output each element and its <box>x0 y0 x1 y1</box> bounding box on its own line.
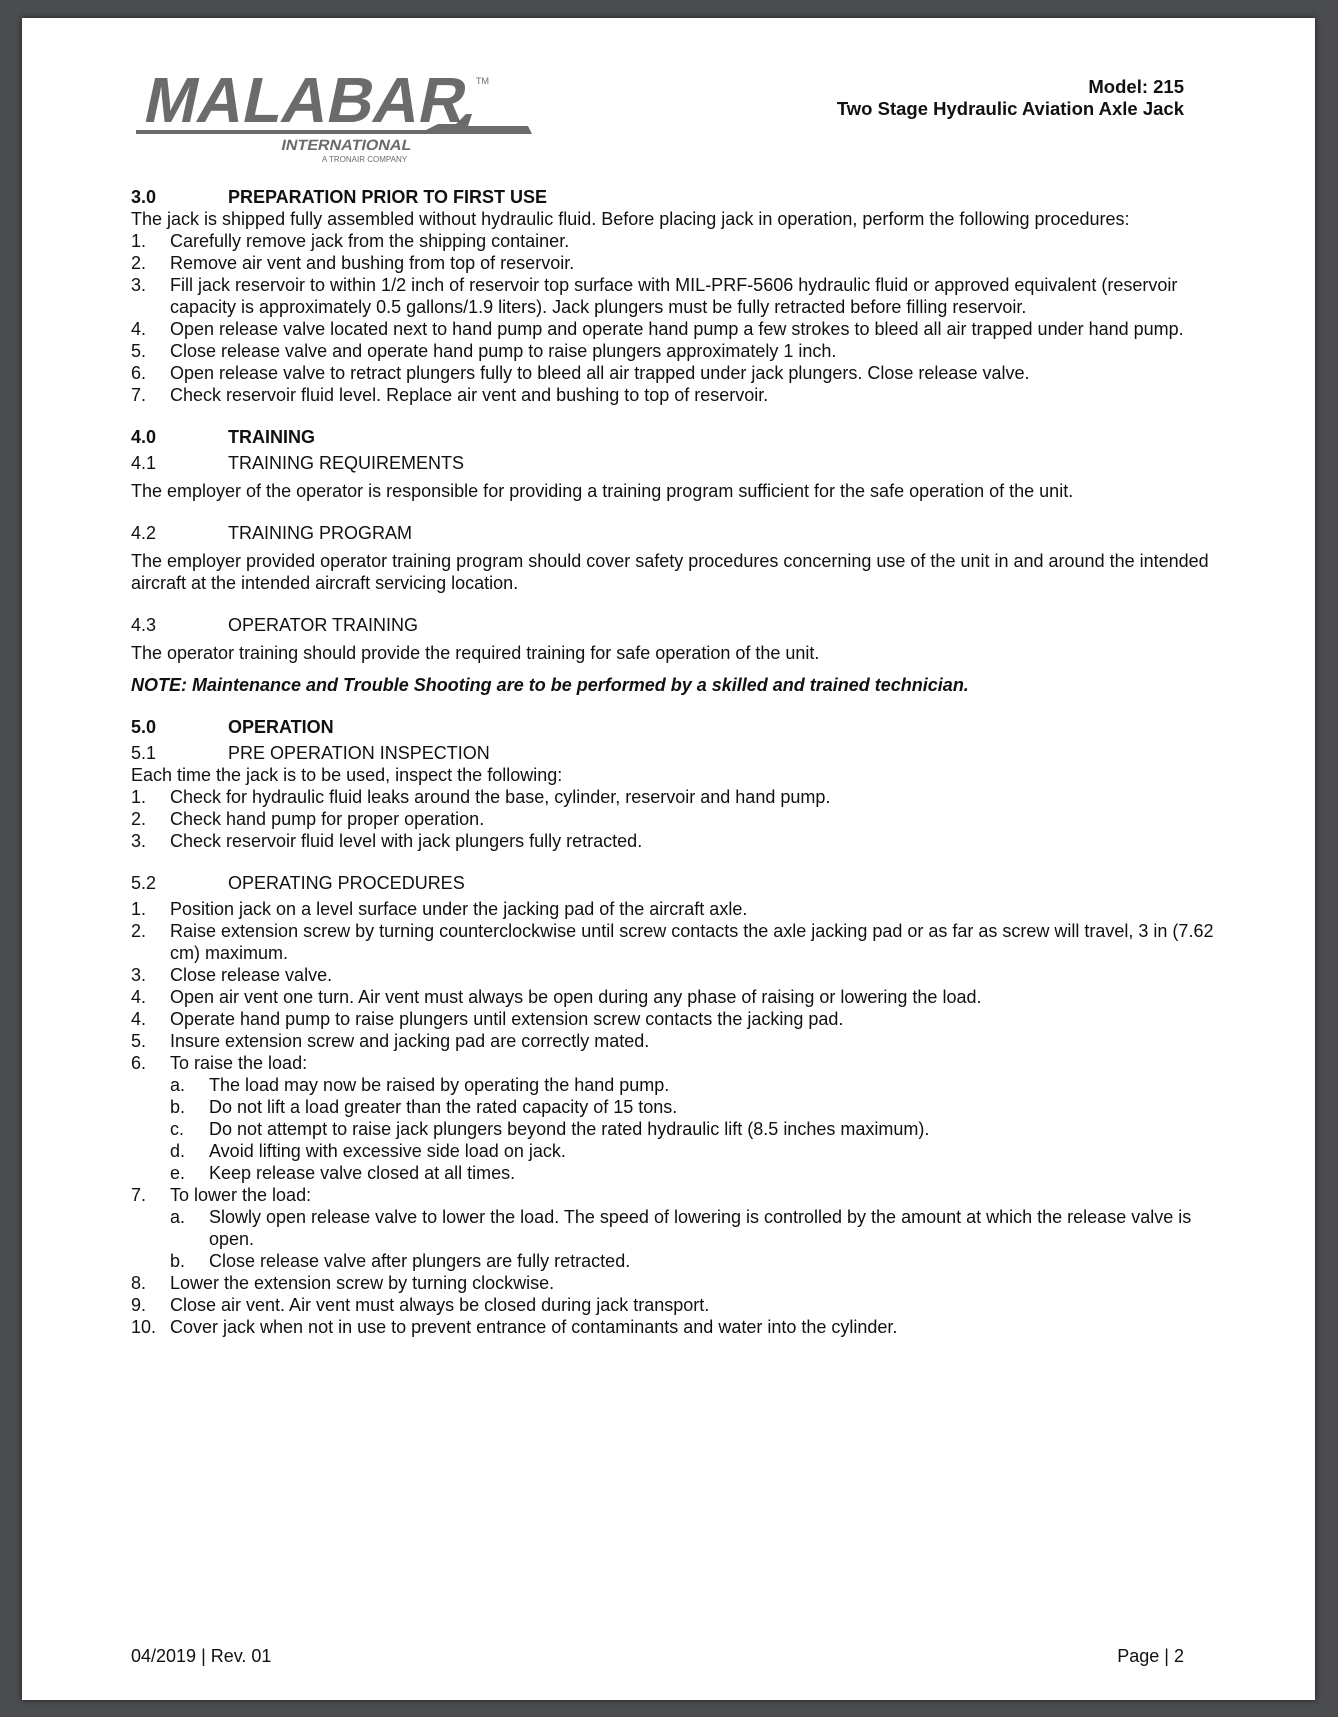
subsection-title: TRAINING PROGRAM <box>228 523 413 543</box>
subsection-5-2-heading <box>131 872 1231 894</box>
item-text: Close air vent. Air vent must always be closed during jack transport. <box>170 1295 710 1315</box>
item-text: Keep release valve closed at all times. <box>209 1163 516 1183</box>
item-letter: d. <box>170 1141 186 1161</box>
document-header <box>837 76 1184 120</box>
section-3-list <box>131 230 1231 406</box>
sub-list-item <box>131 1140 1231 1162</box>
item-number: 1. <box>131 899 147 919</box>
subsection-number: 5.1 <box>131 743 157 763</box>
section-title: PREPARATION PRIOR TO FIRST USE <box>228 187 548 207</box>
list-item <box>131 252 1231 274</box>
item-text: Open air vent one turn. Air vent must always be open during any phase of raising or lowering the load. <box>170 987 982 1007</box>
item-text: Avoid lifting with excessive side load on jack. <box>209 1141 566 1161</box>
section-title: TRAINING <box>228 427 315 447</box>
sub-list-item <box>131 1162 1231 1184</box>
section-3-intro: The jack is shipped fully assembled without hydraulic fluid. Before placing jack in operation, perform the following procedures: <box>131 209 1130 229</box>
list-item <box>131 274 1231 318</box>
inspection-list <box>131 786 1231 852</box>
subsection-title: TRAINING REQUIREMENTS <box>228 453 465 473</box>
item-text: Fill jack reservoir to within 1/2 inch of reservoir top surface with MIL-PRF-5606 hydraulic fluid or approved equivalent (reservoir capacity is approximately 0.5 gallons/1.9 liters). Jack plungers must be fully retracted before filling reservoir. <box>170 275 1178 317</box>
item-text: Cover jack when not in use to prevent entrance of contaminants and water into the cylinder. <box>170 1317 898 1337</box>
list-item <box>131 920 1231 964</box>
malabar-logo <box>126 54 536 174</box>
subsection-title: OPERATING PROCEDURES <box>228 873 465 893</box>
item-number: 2. <box>131 921 147 941</box>
list-item <box>131 1030 1231 1052</box>
item-number: 2. <box>131 809 147 829</box>
item-number: 3. <box>131 275 147 295</box>
item-number: 6. <box>131 1053 147 1073</box>
subsection-4-1-heading <box>131 452 1231 474</box>
list-item <box>131 230 1231 252</box>
item-text: Check reservoir fluid level. Replace air vent and bushing to top of reservoir. <box>170 385 769 405</box>
list-item <box>131 786 1231 808</box>
section-title: OPERATION <box>228 717 334 737</box>
document-page <box>22 18 1315 1700</box>
item-text: Check hand pump for proper operation. <box>170 809 485 829</box>
document-body <box>131 186 1231 1338</box>
item-number: 5. <box>131 341 147 361</box>
item-text: Do not lift a load greater than the rated capacity of 15 tons. <box>209 1097 678 1117</box>
list-item <box>131 1184 1231 1206</box>
subsection-5-1-heading <box>131 742 1231 764</box>
list-item <box>131 340 1231 362</box>
sub-list-item <box>131 1250 1231 1272</box>
item-text: Check for hydraulic fluid leaks around the base, cylinder, reservoir and hand pump. <box>170 787 831 807</box>
item-text: Insure extension screw and jacking pad are correctly mated. <box>170 1031 650 1051</box>
list-item <box>131 1052 1231 1074</box>
list-item <box>131 1294 1231 1316</box>
section-5-heading <box>131 716 1231 738</box>
list-item <box>131 986 1231 1008</box>
subsection-number: 4.3 <box>131 615 157 635</box>
malabar-logo-graphic <box>126 54 536 174</box>
subsection-title: PRE OPERATION INSPECTION <box>228 743 490 763</box>
item-number: 1. <box>131 231 147 251</box>
item-text: Check reservoir fluid level with jack plungers fully retracted. <box>170 831 643 851</box>
model-number: Model: 215 <box>1088 76 1184 97</box>
list-item <box>131 964 1231 986</box>
item-number: 9. <box>131 1295 147 1315</box>
section-number: 3.0 <box>131 187 157 207</box>
item-letter: e. <box>170 1163 186 1183</box>
procedures-list <box>131 898 1231 1338</box>
item-text: Remove air vent and bushing from top of reservoir. <box>170 253 575 273</box>
item-text: Open release valve to retract plungers fully to bleed all air trapped under jack plungers. Close release valve. <box>170 363 1030 383</box>
item-text: Close release valve and operate hand pump to raise plungers approximately 1 inch. <box>170 341 837 361</box>
subsection-4-1-text: The employer of the operator is responsible for providing a training program sufficient for the safe operation of the unit. <box>131 481 1074 501</box>
item-number: 6. <box>131 363 147 383</box>
footer-page-number: Page | 2 <box>1117 1646 1184 1666</box>
item-text: Lower the extension screw by turning clockwise. <box>170 1273 555 1293</box>
sub-list-item <box>131 1074 1231 1096</box>
list-item <box>131 1316 1231 1338</box>
footer-date-revision: 04/2019 | Rev. 01 <box>131 1646 272 1666</box>
maintenance-note: NOTE: Maintenance and Trouble Shooting are to be performed by a skilled and trained technician. <box>131 675 969 695</box>
item-number: 3. <box>131 965 147 985</box>
list-item <box>131 898 1231 920</box>
list-item <box>131 808 1231 830</box>
item-number: 5. <box>131 1031 147 1051</box>
logo-wordmark: MALABAR <box>138 63 478 136</box>
logo-trademark: TM <box>476 76 489 86</box>
item-text: Do not attempt to raise jack plungers beyond the rated hydraulic lift (8.5 inches maximum). <box>209 1119 930 1139</box>
product-name: Two Stage Hydraulic Aviation Axle Jack <box>836 98 1184 119</box>
item-text: Position jack on a level surface under the jacking pad of the aircraft axle. <box>170 899 748 919</box>
item-number: 8. <box>131 1273 147 1293</box>
item-letter: c. <box>170 1119 185 1139</box>
item-letter: a. <box>170 1075 186 1095</box>
subsection-number: 5.2 <box>131 873 157 893</box>
item-letter: b. <box>170 1097 186 1117</box>
subsection-4-3-text: The operator training should provide the required training for safe operation of the unit. <box>131 643 820 663</box>
sub-list-item <box>131 1206 1231 1250</box>
logo-tagline: A TRONAIR COMPANY <box>322 155 408 164</box>
item-number: 4. <box>131 319 147 339</box>
item-text: To raise the load: <box>170 1053 308 1073</box>
section-3-heading <box>131 186 1231 208</box>
list-item <box>131 830 1231 852</box>
list-item <box>131 362 1231 384</box>
item-number: 7. <box>131 385 147 405</box>
section-number: 4.0 <box>131 427 157 447</box>
item-letter: a. <box>170 1207 186 1227</box>
item-number: 10. <box>131 1317 157 1337</box>
item-letter: b. <box>170 1251 186 1271</box>
subsection-number: 4.1 <box>131 453 157 473</box>
item-text: Close release valve. <box>170 965 333 985</box>
sub-list-item <box>131 1118 1231 1140</box>
list-item <box>131 1272 1231 1294</box>
item-text: Slowly open release valve to lower the load. The speed of lowering is controlled by the amount at which the release valve is open. <box>209 1207 1192 1249</box>
subsection-4-2-text: The employer provided operator training program should cover safety procedures concerning use of the unit in and around the intended aircraft at the intended aircraft servicing location. <box>131 551 1209 593</box>
list-item <box>131 1008 1231 1030</box>
item-text: To lower the load: <box>170 1185 312 1205</box>
section-4-heading <box>131 426 1231 448</box>
list-item <box>131 318 1231 340</box>
subsection-4-2-heading <box>131 522 1231 544</box>
item-text: The load may now be raised by operating the hand pump. <box>209 1075 670 1095</box>
item-text: Open release valve located next to hand pump and operate hand pump a few strokes to bleed all air trapped under hand pump. <box>170 319 1184 339</box>
item-text: Carefully remove jack from the shipping container. <box>170 231 570 251</box>
subsection-number: 4.2 <box>131 523 157 543</box>
subsection-title: OPERATOR TRAINING <box>228 615 419 635</box>
logo-subtitle: INTERNATIONAL <box>279 137 405 154</box>
item-number: 7. <box>131 1185 147 1205</box>
sub-list-item <box>131 1096 1231 1118</box>
list-item <box>131 384 1231 406</box>
item-number: 2. <box>131 253 147 273</box>
section-number: 5.0 <box>131 717 157 737</box>
item-number: 4. <box>131 1009 147 1029</box>
subsection-4-3-heading <box>131 614 1231 636</box>
item-text: Raise extension screw by turning counterclockwise until screw contacts the axle jacking pad or as far as screw will travel, 3 in (7.62 cm) maximum. <box>170 921 1214 963</box>
item-text: Operate hand pump to raise plungers until extension screw contacts the jacking pad. <box>170 1009 844 1029</box>
item-number: 4. <box>131 987 147 1007</box>
subsection-5-1-intro: Each time the jack is to be used, inspect the following: <box>131 765 563 785</box>
item-number: 1. <box>131 787 147 807</box>
item-text: Close release valve after plungers are fully retracted. <box>209 1251 631 1271</box>
item-number: 3. <box>131 831 147 851</box>
